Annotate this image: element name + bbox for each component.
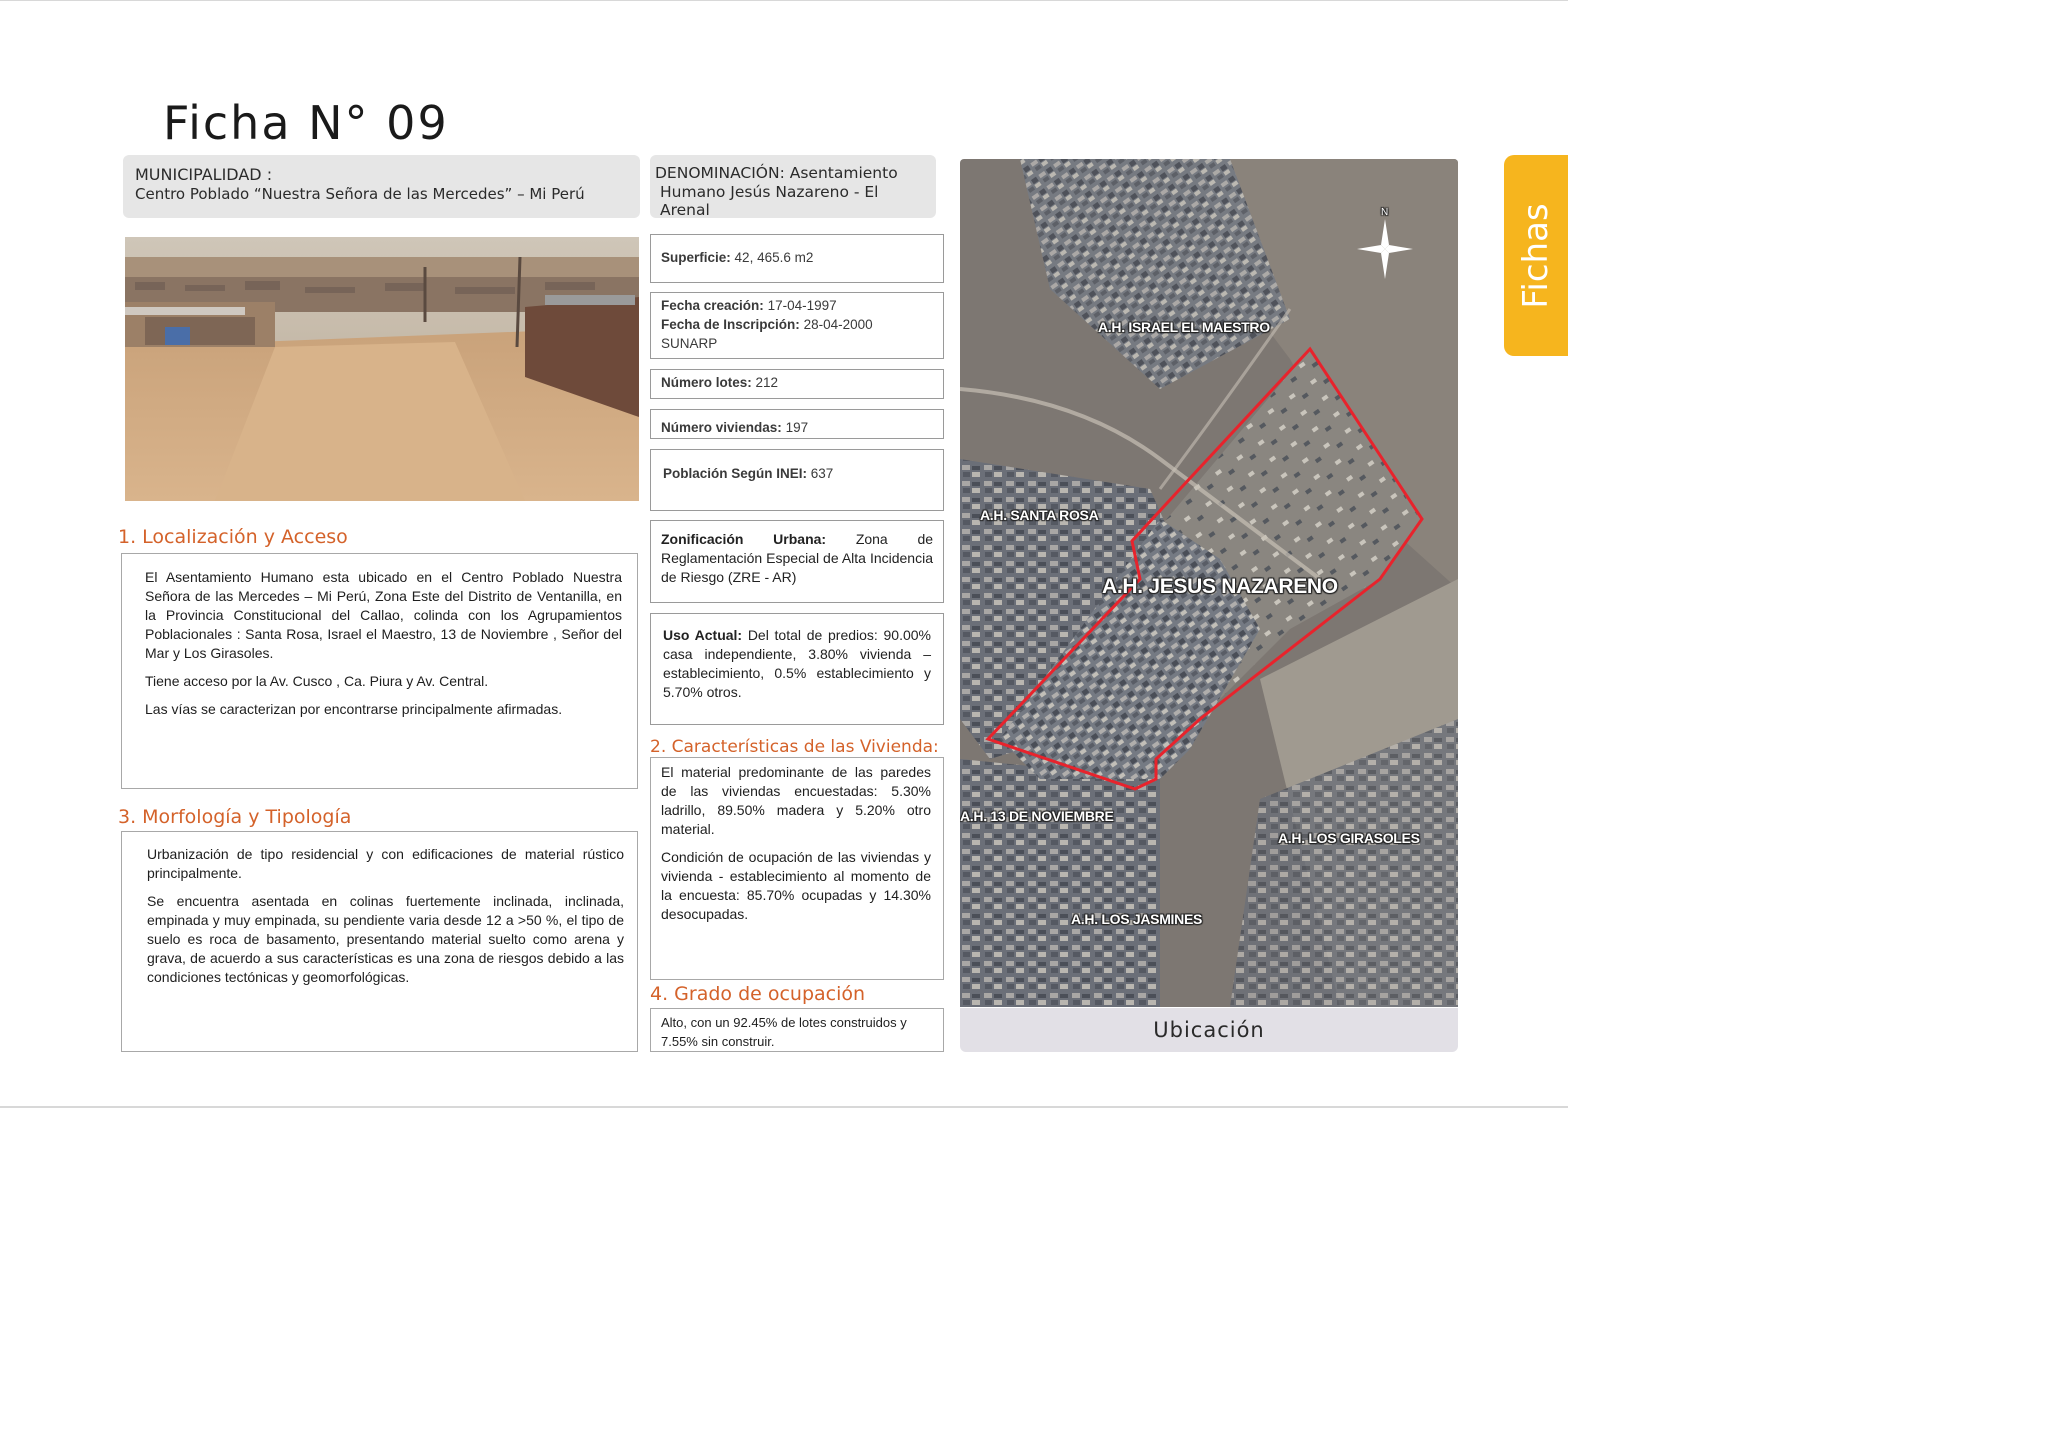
denominacion-box bbox=[650, 155, 936, 218]
section-title-grado: 4. Grado de ocupación bbox=[650, 983, 866, 1005]
lotes-label: Número lotes: bbox=[661, 375, 752, 390]
morfologia-text bbox=[147, 845, 624, 996]
north-label: N bbox=[1381, 207, 1388, 218]
poblacion-label: Población Según INEI: bbox=[663, 466, 808, 481]
map-label-santa-rosa: A.H. SANTA ROSA bbox=[980, 507, 1099, 523]
municipalidad-box bbox=[123, 155, 640, 218]
zonificacion-box bbox=[650, 520, 944, 603]
map-label-israel: A.H. ISRAEL EL MAESTRO bbox=[1098, 319, 1270, 335]
municipalidad-label: MUNICIPALIDAD : bbox=[135, 165, 273, 184]
poblacion-box bbox=[650, 449, 944, 511]
caracteristicas-box bbox=[650, 757, 944, 980]
lotes-box bbox=[650, 369, 944, 399]
localizacion-box bbox=[121, 553, 638, 789]
zonificacion-value: Zona de Reglamentación Especial de Alta Incidencia de Riesgo (ZRE - AR) bbox=[661, 531, 934, 585]
localizacion-text bbox=[145, 568, 622, 728]
denominacion-line1: DENOMINACIÓN: Asentamiento bbox=[655, 164, 898, 182]
morfologia-box bbox=[121, 831, 638, 1052]
uso-box bbox=[650, 613, 944, 725]
registro-text: SUNARP bbox=[661, 336, 718, 351]
morfologia-p1: Urbanización de tipo residencial y con edificaciones de material rústico principalmente. bbox=[147, 846, 624, 881]
uso-label: Uso Actual: bbox=[663, 627, 743, 643]
municipalidad-value: Centro Poblado “Nuestra Señora de las Mercedes” – Mi Perú bbox=[135, 185, 585, 203]
caracteristicas-p1: El material predominante de las paredes de las viviendas encuestadas: 5.30% ladrillo, 89.50% madera y 5.20% otro material. bbox=[661, 764, 931, 837]
localizacion-p3: Las vías se caracterizan por encontrarse principalmente afirmadas. bbox=[145, 701, 563, 717]
fecha-inscripcion-label: Fecha de Inscripción: bbox=[661, 317, 800, 332]
viviendas-value: 197 bbox=[785, 420, 809, 435]
uso-value: Del total de predios: 90.00% casa independiente, 3.80% vivienda – establecimiento, 0.5% establecimiento y 5.70% otros. bbox=[663, 627, 931, 700]
morfologia-p2: Se encuentra asentada en colinas fuertemente inclinada, inclinada, empinada y muy empinada, su pendiente varia desde 12 a >50 %, el tipo de suelo es roca de basamento, presentando material suelto como arena y grava, de acuerdo a sus características es una zona de riesgos debido a las condiciones tectónicas y geomorfológicas. bbox=[147, 893, 624, 985]
fecha-inscripcion-value: 28-04-2000 bbox=[803, 317, 873, 332]
zonificacion-label: Zonificación Urbana: bbox=[661, 531, 827, 547]
fecha-creacion-value: 17-04-1997 bbox=[767, 298, 837, 313]
denominacion-line2: Humano Jesús Nazareno - El Arenal bbox=[660, 183, 879, 219]
superficie-label: Superficie: bbox=[661, 250, 731, 265]
fichas-side-tab[interactable] bbox=[1504, 155, 1568, 356]
fecha-creacion-label: Fecha creación: bbox=[661, 298, 764, 313]
poblacion-value: 637 bbox=[810, 466, 834, 481]
grado-text: Alto, con un 92.45% de lotes construidos y 7.55% sin construir. bbox=[661, 1015, 907, 1049]
section-title-morfologia: 3. Morfología y Tipología bbox=[118, 806, 352, 828]
map-label-13-noviembre: A.H. 13 DE NOVIEMBRE bbox=[960, 808, 1114, 824]
localizacion-p1: El Asentamiento Humano esta ubicado en el Centro Poblado Nuestra Señora de las Mercedes – Mi Perú, Zona Este del Distrito de Ventanilla, en la Provincia Constitucional del Callao, colinda con los Agrupamientos Poblacionales : Santa Rosa, Israel el Maestro, 13 de Noviembre , Señor del Mar y Los Girasoles. bbox=[145, 569, 622, 661]
superficie-value: 42, 465.6 m2 bbox=[734, 250, 814, 265]
viviendas-box bbox=[650, 409, 944, 439]
location-map bbox=[960, 159, 1458, 1007]
settlement-photo bbox=[125, 237, 639, 501]
viviendas-label: Número viviendas: bbox=[661, 420, 782, 435]
section-title-localizacion: 1. Localización y Acceso bbox=[118, 526, 348, 548]
caracteristicas-p2: Condición de ocupación de las viviendas y vivienda - establecimiento al momento de la encuesta: 85.70% ocupadas y 14.30% desocupadas. bbox=[661, 849, 931, 922]
map-label-jesus-nazareno: A.H. JESUS NAZARENO bbox=[1102, 575, 1338, 598]
superficie-box bbox=[650, 234, 944, 283]
localizacion-p2: Tiene acceso por la Av. Cusco , Ca. Piura y Av. Central. bbox=[145, 673, 489, 689]
fechas-box bbox=[650, 292, 944, 359]
map-label-jasmines: A.H. LOS JASMINES bbox=[1071, 911, 1203, 927]
section-title-caracteristicas: 2. Características de las Vivienda: bbox=[650, 737, 939, 757]
map-label-girasoles: A.H. LOS GIRASOLES bbox=[1278, 830, 1420, 846]
page-title: Ficha N° 09 bbox=[163, 96, 449, 150]
fichas-tab-label: Fichas bbox=[1516, 202, 1556, 309]
grado-box bbox=[650, 1008, 944, 1052]
caracteristicas-text bbox=[661, 763, 931, 933]
map-caption: Ubicación bbox=[960, 1008, 1458, 1052]
lotes-value: 212 bbox=[755, 375, 779, 390]
